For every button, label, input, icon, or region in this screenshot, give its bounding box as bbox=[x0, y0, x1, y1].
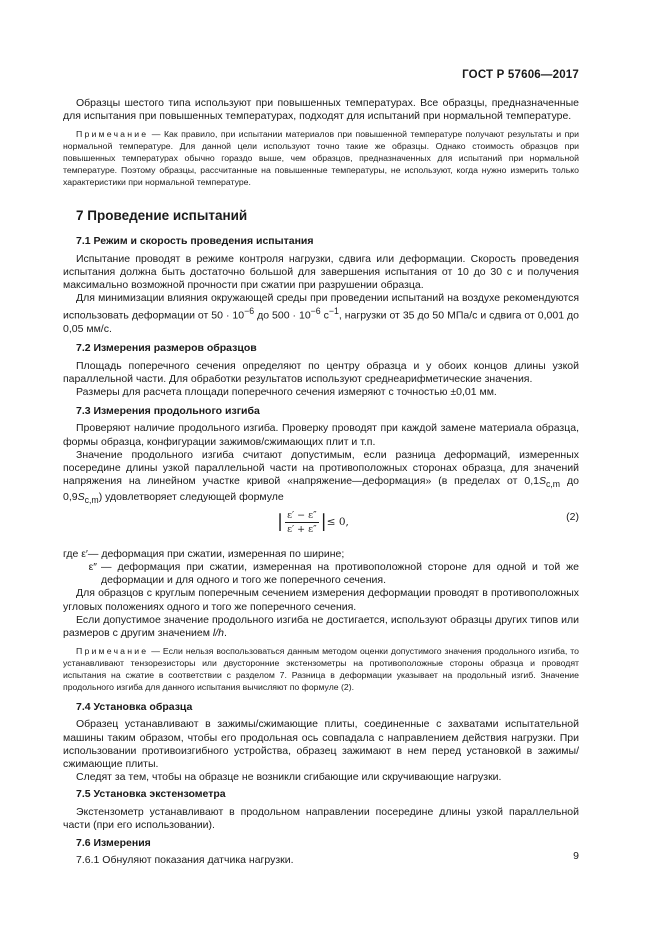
section-7-2-paragraph-2: Размеры для расчета площади поперечного сечения измеряют с точностью ±0,01 мм. bbox=[76, 385, 497, 398]
text-span: до 0,9 bbox=[63, 475, 579, 504]
section-7-4-title: 7.4 Установка образца bbox=[76, 701, 193, 714]
definition-row-1 bbox=[63, 548, 579, 561]
section-7-4-paragraph-2: Следят за тем, чтобы на образце не возникли сгибающие или скручивающие нагрузки. bbox=[76, 771, 502, 784]
subscript: c,m bbox=[546, 479, 561, 490]
definition-text: — деформация при сжатии, измеренная на противоположной стороне для одной и той же деформации и для одного и того же поперечного сечения. bbox=[101, 560, 579, 587]
section-7-3-paragraph-3: Для образцов с круглым поперечным сечением измерения деформации проводят в противоположных угловых положениях одного и того же поперечного сечения. bbox=[63, 587, 579, 613]
section-7-5-title: 7.5 Установка экстензометра bbox=[76, 788, 226, 801]
note-label: Примечание bbox=[76, 129, 149, 140]
text-span: Если допустимое значение продольного изгиба не достигается, используют образцы других типов или размеров с другим значением bbox=[63, 613, 579, 639]
section-7-3-paragraph-2 bbox=[63, 449, 579, 508]
equation-number: (2) bbox=[566, 510, 579, 523]
note-text: — Как правило, при испытании материалов при повышенной температуре получают результаты и при нормальной температуре. Для данной цели используют точно такие же образцы. Однако стоимость образцов при повышенных температурах обычно гораздо выше, чем образцов, предназначенных для испытаний при нормальной температуре. Поэтому образцы, рассчитанные на повышенные температуры, не используют, когда нужно измерить только характеристики при нормальной температуре. bbox=[63, 129, 579, 188]
page-content bbox=[63, 97, 579, 867]
abs-bar-left: | bbox=[277, 511, 284, 533]
subscript: c,m bbox=[84, 495, 99, 506]
text-span: . bbox=[223, 626, 227, 639]
section-7-3-title: 7.3 Измерения продольного изгиба bbox=[76, 405, 260, 418]
section-7-6-title: 7.6 Измерения bbox=[76, 837, 151, 849]
standard-header: ГОСТ Р 57606—2017 bbox=[462, 69, 579, 81]
definition-text: — деформация при сжатии, измеренная по ширине; bbox=[87, 547, 345, 560]
note-label: Примечание bbox=[76, 646, 149, 657]
section-7-1-paragraph-1: Испытание проводят в режиме контроля нагрузки, сдвига или деформации. Скорость проведения испытания должна быть достаточно большой для завершения испытания от 10 до 30 с и получения максимально возможной прочности при сжатии при разрушении образца. bbox=[63, 252, 579, 292]
page-number: 9 bbox=[573, 850, 579, 862]
section-7-2-paragraph-1: Площадь поперечного сечения определяют по центру образца и у обоих концов длины узкой параллельной части. Для обработки результатов используют среднеарифметические значения. bbox=[63, 359, 579, 385]
superscript: −6 bbox=[310, 306, 321, 317]
text-span: Для минимизации влияния окружающей среды при проведении испытаний на воздухе рекомендуются использовать деформации от 50 · 10 bbox=[63, 292, 579, 322]
text-span: ) удовлетворяет следующей формуле bbox=[98, 491, 284, 504]
section-7-5-paragraph-1: Экстензометр устанавливают в продольном направлении посередине длины узкой параллельной части (при его использовании). bbox=[63, 805, 579, 831]
formula-expression bbox=[277, 510, 349, 535]
formula-numerator: ε′ − ε″ bbox=[287, 509, 317, 521]
italic-symbol: S bbox=[77, 491, 85, 504]
section-7-3-note bbox=[63, 645, 579, 693]
formula-2 bbox=[63, 508, 579, 548]
italic-symbol: S bbox=[538, 475, 546, 488]
text-span: Значение продольного изгиба считают допустимым, если разница деформаций, измеренных посередине длины узкой параллельной части на противоположных сторонах образца, для значений напряжения на линейном участке кривой «напряжение—деформация» (в пределах от 0,1 bbox=[63, 448, 579, 488]
section-7-6-1-paragraph: 7.6.1 Обнуляют показания датчика нагрузки. bbox=[76, 854, 294, 867]
text-span: с bbox=[320, 309, 329, 322]
abs-bar-right: | bbox=[320, 511, 327, 533]
formula-denominator: ε′ + ε″ bbox=[287, 523, 317, 535]
definition-symbol: ε″ bbox=[88, 560, 97, 573]
text-span: , нагрузки от 35 до 50 МПа/с и сдвига от 0,001 до 0,05 мм/с. bbox=[63, 309, 580, 336]
section-7-1-title: 7.1 Режим и скорость проведения испытания bbox=[76, 235, 314, 248]
section-7-3-paragraph-4 bbox=[63, 614, 579, 640]
definition-row-2 bbox=[63, 561, 579, 587]
definition-label: где ε′ bbox=[63, 547, 88, 560]
superscript: −6 bbox=[244, 306, 255, 317]
section-7-2-title: 7.2 Измерения размеров образцов bbox=[76, 342, 257, 355]
intro-note bbox=[63, 128, 579, 188]
formula-fraction bbox=[285, 510, 319, 535]
formula-relation: ≤ 0, bbox=[326, 516, 349, 529]
note-text: — Если нельзя воспользоваться данным методом оценки допустимого значения продольного изгиба, то устанавливают тензорезисторы или двусторонние экстензометры на противоположные стороны образца и проводят испытания на сжатие в соответствии с разделом 7. Разница в деформации указывает на продольный изгиб. Значение продольного изгиба для данного испытания вычисляют по формуле (2). bbox=[63, 646, 579, 693]
section-7-1-paragraph-2 bbox=[63, 292, 579, 336]
section-7-4-paragraph-1: Образец устанавливают в зажимы/сжимающие плиты, соединенные с захватами испытательной машины таким образом, чтобы его продольная ось совпадала с направлением действия нагрузки. При использовании противоизгибного устройства, образец зажимают в нем перед установкой в зажимы/сжимающие плиты. bbox=[63, 718, 579, 770]
superscript: −1 bbox=[328, 306, 339, 317]
italic-text: l/h bbox=[212, 626, 224, 639]
section-7-title: 7 Проведение испытаний bbox=[76, 208, 248, 224]
intro-paragraph: Образцы шестого типа используют при повышенных температурах. Все образцы, предназначенные для испытания при повышенных температурах, подходят для испытаний при нормальной температуре. bbox=[63, 97, 579, 123]
section-7-3-paragraph-1: Проверяют наличие продольного изгиба. Проверку проводят при каждой замене материала образца, формы образца, конфигурации зажимов/сжимающих плит и т.п. bbox=[63, 422, 579, 448]
text-span: до 500 · 10 bbox=[254, 309, 311, 322]
